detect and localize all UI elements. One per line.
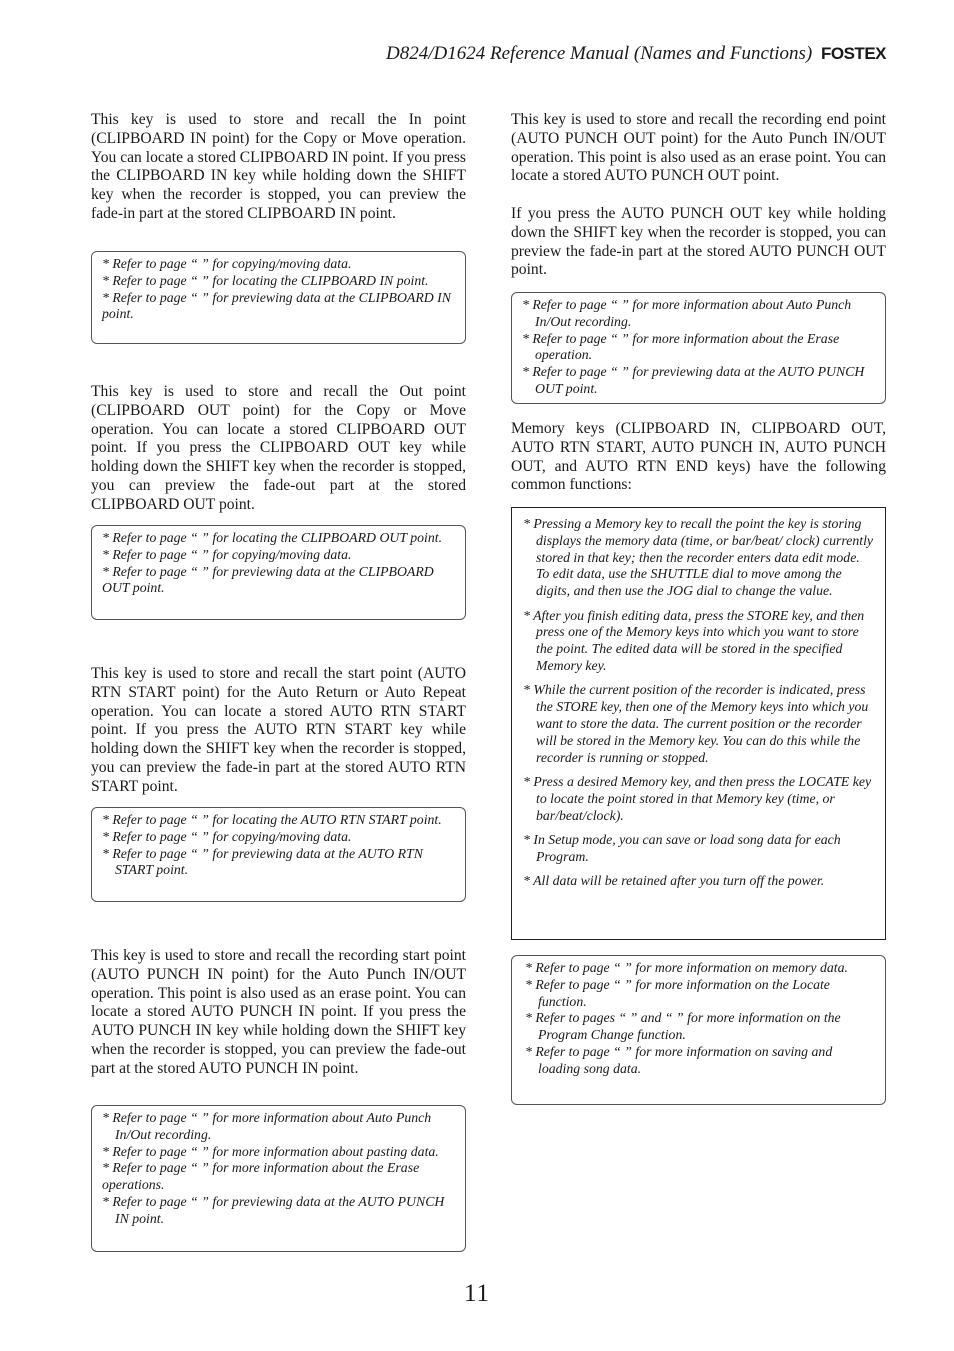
note-line: * Refer to page “ ” for copying/moving data. <box>102 828 352 844</box>
manual-title: D824/D1624 Reference Manual (Names and Functions) <box>386 43 813 64</box>
clipboard-in-description: This key is used to store and recall the In point (CLIPBOARD IN point) for the Copy or Move operation. You can locate a stored CLIPBOARD IN point. If you press the CLIPBOARD IN key while holding down the SHIFT key when the recorder is stopped, you can preview the fade-in part at the stored CLIPBOARD IN point. <box>91 111 466 222</box>
auto-punch-out-description: This key is used to store and recall the recording end point (AUTO PUNCH OUT point) for the Auto Punch IN/OUT operation. This point is also used as an erase point. You can locate a stored AUTO PUNCH OUT point. <box>511 111 886 185</box>
function-item: * While the current position of the recorder is indicated, press the STORE key, then one of the Memory keys into which you want to store the data. The current position or the recorder will be stored in the Memory key. You can do this while the recorder is running or stopped. <box>523 682 869 765</box>
fostex-logo: FOSTEX <box>820 44 886 63</box>
note-line: * Refer to page “ ” for more information about pasting data. <box>102 1143 439 1159</box>
page-header <box>300 40 886 68</box>
note-line: * Refer to page “ ” for more information on the Locate function. <box>525 976 830 1009</box>
function-item: * In Setup mode, you can save or load song data for each Program. <box>523 831 841 864</box>
note-line: * Refer to page “ ” for more information on memory data. <box>525 960 848 975</box>
clipboard-out-notes <box>91 525 466 620</box>
note-line: * Refer to page “ ” for more information about Auto Punch In/Out recording. <box>522 297 852 329</box>
note-line: * Refer to page “ ” for previewing data at the AUTO PUNCH IN point. <box>102 1193 445 1226</box>
note-line: * Refer to page “ ” for previewing data at the AUTO PUNCH OUT point. <box>522 364 865 396</box>
note-line: * Refer to page “ ” for more information on saving and loading song data. <box>525 1043 833 1076</box>
auto-punch-in-notes <box>91 1105 466 1252</box>
auto-rtn-start-description: This key is used to store and recall the start point (AUTO RTN START point) for the Auto Return or Auto Repeat operation. You can locate a stored AUTO RTN START point. If you press the AUTO RTN START key while holding down the SHIFT key when the recorder is stopped, you can preview the fade-in part at the stored AUTO RTN START point. <box>91 665 466 795</box>
note-line: * Refer to page “ ” for locating the CLIPBOARD OUT point. <box>102 530 443 545</box>
note-line: * Refer to page “ ” for more information about the Erase operations. <box>102 1160 420 1193</box>
note-line: * Refer to page “ ” for copying/moving data. <box>102 256 352 271</box>
function-item: * Pressing a Memory key to recall the point the key is storing displays the memory data (time, or bar/beat/ clock) currently stored in that key; then the recorder enters data edit mode. To edit data, use the SHUTTLE dial to move among the digits, and then use the JOG dial to change the value. <box>523 516 874 599</box>
function-item: * After you finish editing data, press the STORE key, and then press one of the Memory keys into which you want to store the point. The edited data will be stored in the specified Memory key. <box>523 607 865 673</box>
note-line: * Refer to page “ ” for previewing data at the AUTO RTN START point. <box>102 845 423 878</box>
note-line: * Refer to page “ ” for previewing data at the CLIPBOARD IN point. <box>102 289 451 322</box>
clipboard-out-description: This key is used to store and recall the Out point (CLIPBOARD OUT point) for the Copy or Move operation. You can locate a stored CLIPBOARD OUT point. If you press the CLIPBOARD OUT key while holding down the SHIFT key when the recorder is stopped, you can preview the fade-out part at the stored CLIPBOARD OUT point. <box>91 383 466 513</box>
note-line: * Refer to page “ ” for locating the CLIPBOARD IN point. <box>102 272 429 288</box>
auto-rtn-start-notes <box>91 807 466 902</box>
auto-punch-out-preview-description: If you press the AUTO PUNCH OUT key while holding down the SHIFT key when the recorder is stopped, you can preview the fade-in part at the stored AUTO PUNCH OUT point. <box>511 205 886 279</box>
memory-keys-description: Memory keys (CLIPBOARD IN, CLIPBOARD OUT, AUTO RTN START, AUTO PUNCH IN, AUTO PUNCH OUT, and AUTO RTN END keys) have the following common functions: <box>511 420 886 494</box>
function-item: * Press a desired Memory key, and then press the LOCATE key to locate the point stored in that Memory key (time, or bar/beat/clock). <box>523 773 872 823</box>
note-line: * Refer to page “ ” for more information about Auto Punch In/Out recording. <box>102 1110 432 1142</box>
note-line: * Refer to pages “ ” and “ ” for more information on the Program Change function. <box>525 1010 841 1043</box>
memory-keys-functions <box>511 507 886 940</box>
auto-punch-out-notes <box>511 292 886 404</box>
clipboard-in-notes <box>91 251 466 344</box>
note-line: * Refer to page “ ” for more information about the Erase operation. <box>522 330 840 363</box>
memory-keys-notes <box>511 955 886 1105</box>
function-item: * All data will be retained after you turn off the power. <box>523 873 825 889</box>
auto-punch-in-description: This key is used to store and recall the recording start point (AUTO PUNCH IN point) for the Auto Punch IN/OUT operation. This point is also used as an erase point. You can locate a stored AUTO PUNCH IN point. If you press the AUTO PUNCH IN key while holding down the SHIFT key when the recorder is stopped, you can preview the fade-out part at the stored AUTO PUNCH IN point. <box>91 947 466 1077</box>
note-line: * Refer to page “ ” for locating the AUTO RTN START point. <box>102 812 442 827</box>
page-number: 11 <box>463 1280 491 1307</box>
note-line: * Refer to page “ ” for previewing data at the CLIPBOARD OUT point. <box>102 563 434 596</box>
note-line: * Refer to page “ ” for copying/moving data. <box>102 546 352 562</box>
